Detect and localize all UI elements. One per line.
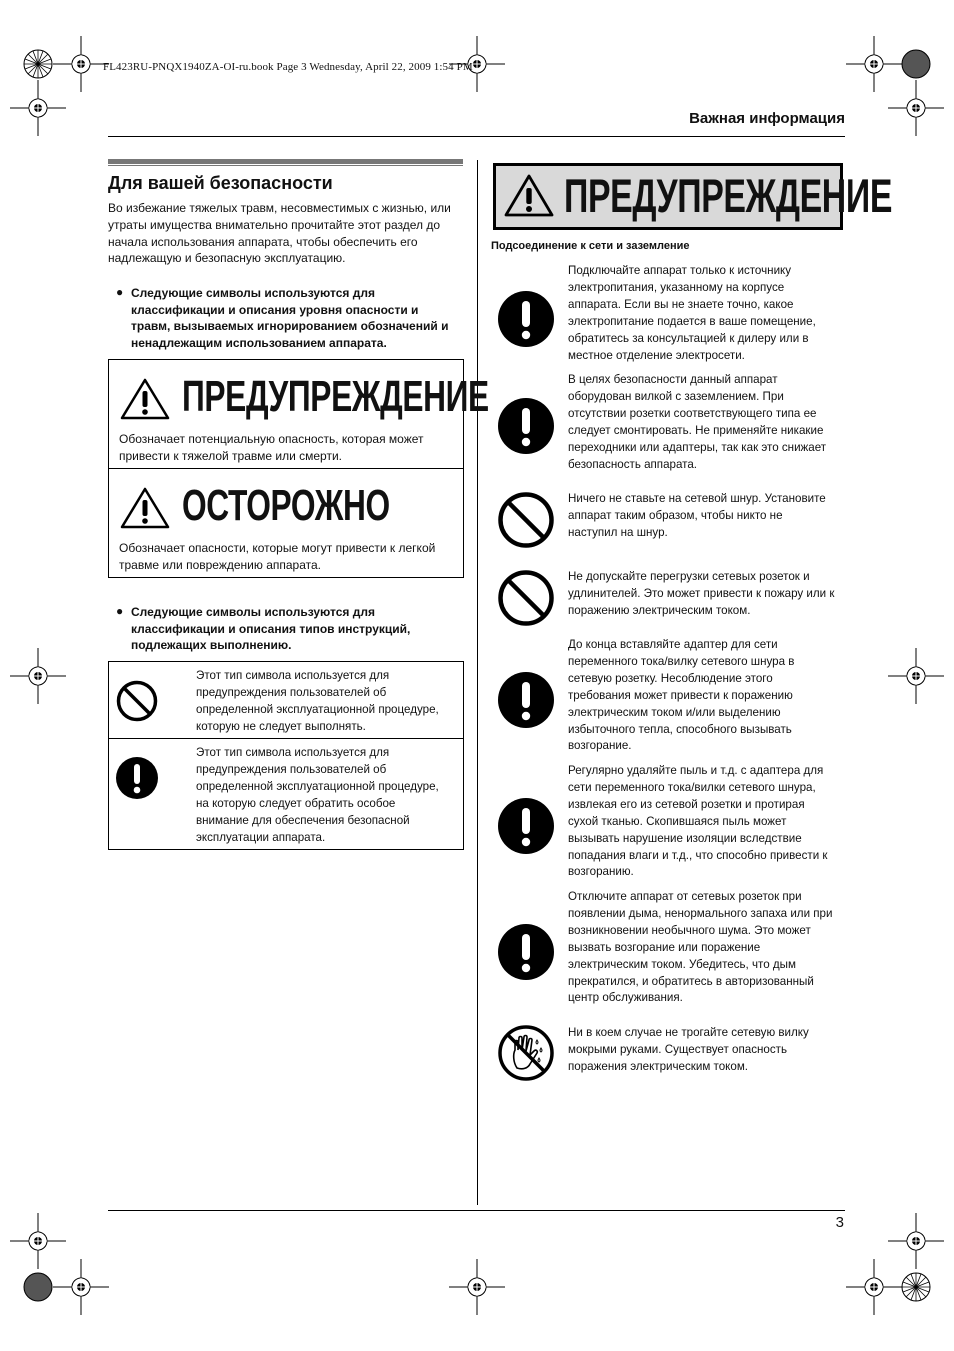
section-bar	[108, 159, 463, 164]
item-line: следует смонтировать. Не применяйте никакие	[568, 423, 824, 437]
caution-triangle-icon	[119, 486, 171, 530]
item-line: аппарат таким образом, чтобы никто не	[568, 508, 783, 522]
bullet-line: травм, вызываемых игнорированием обозначений и	[131, 319, 449, 334]
symbol-desc-line: Этот тип символа используется для	[196, 669, 390, 682]
item-line: сети переменного тока/вилки сетевого шнура,	[568, 780, 816, 794]
item-line: безопасность аппарата.	[568, 457, 698, 471]
item-line: электропитания, указанному на корпусе	[568, 280, 785, 294]
item-line: сухой тканью. Скопившаяся пыль может	[568, 814, 787, 828]
caution-description	[119, 540, 459, 574]
safety-item-text	[568, 569, 848, 620]
prohibition-icon	[497, 569, 555, 627]
item-line: аппарата. Если вы не знаете точно, какое	[568, 297, 794, 311]
bullet-line: ненадлежащим использованием аппарата.	[131, 335, 387, 350]
symbol-desc-line: внимание для обеспечения безопасной	[196, 813, 410, 827]
item-line: мокрыми руками. Существует опасность	[568, 1042, 787, 1056]
item-line: возникновении необычного шума. Это может	[568, 923, 811, 937]
bullet-dot: ●	[116, 604, 124, 618]
item-line: Ни в коем случае не трогайте сетевую вилку	[568, 1026, 809, 1039]
item-line: электрическим током. Убедитесь, что дым	[568, 957, 796, 971]
page-header-title: Важная информация	[689, 110, 845, 127]
item-line: В целях безопасности данный аппарат	[568, 373, 778, 386]
bullet-line: Следующие символы используются для	[131, 605, 375, 619]
item-line: наступил на шнур.	[568, 525, 668, 539]
item-line: удлинителей. Это может привести к пожару или к	[568, 586, 835, 600]
warning-description	[119, 431, 459, 465]
symbol-desc-line: определенной эксплуатационной процедуре,	[196, 779, 439, 793]
warning-triangle-icon	[503, 173, 555, 219]
symbol-description	[196, 668, 458, 736]
bullet-text	[131, 604, 461, 654]
item-line: Ничего не ставьте на сетевой шнур. Установите	[568, 492, 826, 505]
warning-desc-line: Обозначает потенциальную опасность, которая может	[119, 432, 424, 446]
safety-item-text	[568, 1025, 848, 1076]
bullet-dot: ●	[116, 285, 124, 299]
item-line: До конца вставляйте адаптер для сети	[568, 638, 778, 651]
safety-item-text	[568, 491, 848, 542]
mandatory-icon	[497, 290, 555, 348]
item-line: Регулярно удаляйте пыль и т.д. с адаптера для	[568, 764, 824, 777]
intro-line: надлежащую и безопасную эксплуатацию.	[108, 251, 346, 266]
safety-item-text	[568, 889, 848, 1007]
mandatory-icon	[497, 397, 555, 455]
item-line: требования может привести к поражению	[568, 688, 793, 702]
item-line: Подключайте аппарат только к источнику	[568, 264, 792, 277]
signal-box-divider	[108, 468, 464, 469]
symbol-desc-line: эксплуатации аппарата.	[196, 830, 326, 844]
symbol-desc-line: предупреждения пользователей об	[196, 685, 387, 699]
item-line: поражению электрическим током.	[568, 603, 751, 617]
item-line: электропитание подается в ваше помещение,	[568, 314, 816, 328]
bullet-line: классификации и описания типов инструкций,	[131, 621, 411, 636]
item-line: возгорание.	[568, 739, 632, 753]
item-line: переходники или адаптеры, так как это снижает	[568, 440, 827, 454]
intro-line: начала использования аппарата, чтобы обеспечить его	[108, 234, 418, 249]
safety-item-text	[568, 263, 848, 364]
safety-item-text	[568, 763, 848, 881]
header-rule	[108, 136, 845, 137]
item-line: извлекая его из сетевой розетки и протирая	[568, 797, 805, 811]
item-line: избыточного тепла, способного вызывать	[568, 722, 792, 736]
item-line: сетевую розетку. Несоблюдение этого	[568, 671, 773, 685]
prohibition-icon	[497, 491, 555, 549]
item-line: центр обслуживания.	[568, 991, 683, 1005]
item-line: попадания влаги и т.д., что способно привести к	[568, 848, 828, 862]
safety-item-text	[568, 372, 848, 473]
item-line: появлении дыма, ненормального запаха или при	[568, 906, 833, 920]
item-line: обратитесь за консультацией к дилеру или в	[568, 331, 809, 345]
caution-desc-line: Обозначает опасности, которые могут привести к легкой	[119, 541, 436, 555]
mandatory-icon	[497, 923, 555, 981]
symbol-description	[196, 745, 458, 846]
mandatory-icon	[115, 756, 159, 800]
symbol-desc-line: на которую следует обратить особое	[196, 796, 396, 810]
bullet-text	[131, 285, 461, 351]
column-divider	[477, 160, 478, 1205]
section-bar-thin	[108, 165, 463, 166]
intro-line: Во избежание тяжелых травм, несовместимых с жизнью, или	[108, 201, 451, 215]
print-slug: FL423RU-PNQX1940ZA-OI-ru.book Page 3 Wednesday, April 22, 2009 1:54 PM	[103, 61, 473, 73]
warning-triangle-icon	[119, 377, 171, 421]
prohibition-icon	[115, 679, 159, 723]
no-wet-hands-icon	[497, 1024, 555, 1082]
item-line: Не допускайте перегрузки сетевых розеток и	[568, 570, 810, 583]
bullet-line: Следующие символы используются для	[131, 286, 375, 300]
item-line: оборудован вилкой с заземлением. При	[568, 389, 784, 403]
intro-paragraph	[108, 200, 468, 267]
safety-item-text	[568, 637, 848, 755]
intro-line: утраты имущества внимательно прочитайте этот раздел до	[108, 217, 441, 232]
bullet-line: подлежащих выполнению.	[131, 638, 292, 653]
item-line: Отключите аппарат от сетевых розеток при	[568, 890, 802, 903]
item-line: поражения электрическим током.	[568, 1059, 749, 1073]
mandatory-icon	[497, 671, 555, 729]
page-number: 3	[835, 1214, 844, 1231]
caution-signal-word: ОСТОРОЖНО	[182, 481, 390, 530]
bullet-line: классификации и описания уровня опасности и	[131, 302, 419, 317]
symbol-desc-line: предупреждения пользователей об	[196, 762, 387, 776]
item-line: отсутствии розетки соответствующего типа ее	[568, 406, 817, 420]
section-title: Для вашей безопасности	[108, 173, 333, 193]
item-line: прекратился, и обратитесь в авторизованный	[568, 974, 814, 988]
subheading-power-grounding: Подсоединение к сети и заземление	[491, 240, 690, 252]
item-line: местное отделение электросети.	[568, 348, 745, 362]
symbol-desc-line: определенной эксплуатационной процедуре,	[196, 702, 439, 716]
item-line: переменного тока/вилку сетевого шнура в	[568, 654, 795, 668]
item-line: возгоранию.	[568, 865, 634, 879]
item-line: вызывать нарушение изоляции вследствие	[568, 831, 802, 845]
symbol-table-divider	[108, 738, 464, 739]
mandatory-icon	[497, 797, 555, 855]
warning-signal-word: ПРЕДУПРЕЖДЕНИЕ	[182, 372, 489, 421]
item-line: электрическим током и/или выделению	[568, 705, 781, 719]
warning-desc-line: привести к тяжелой травме или смерти.	[119, 448, 343, 463]
caution-desc-line: травме или повреждению аппарата.	[119, 557, 322, 572]
banner-signal-word: ПРЕДУПРЕЖДЕНИЕ	[564, 169, 893, 222]
symbol-desc-line: которую не следует выполнять.	[196, 719, 366, 733]
symbol-desc-line: Этот тип символа используется для	[196, 746, 390, 759]
item-line: вызвать возгорание или поражение	[568, 940, 761, 954]
footer-rule	[108, 1210, 845, 1211]
